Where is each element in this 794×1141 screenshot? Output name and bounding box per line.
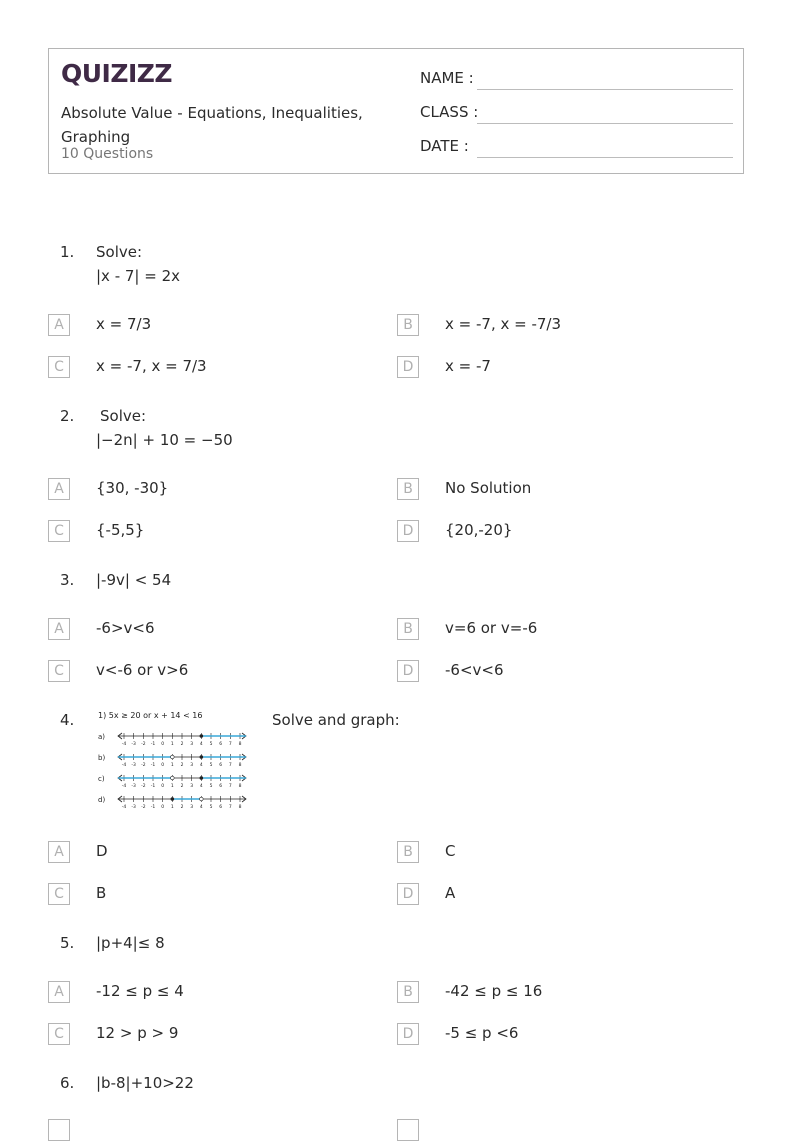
graph-problem: 1) 5x ≥ 20 or x + 14 < 16 — [98, 711, 203, 720]
option-a-text[interactable]: D — [96, 842, 108, 860]
graph-row-label: a) — [98, 733, 106, 741]
option-c-box[interactable]: C — [48, 883, 70, 905]
tick-label: 6 — [219, 805, 223, 810]
tick-label: 3 — [190, 742, 194, 747]
tick-label: -4 — [121, 763, 127, 768]
option-d-text[interactable]: -6<v<6 — [445, 661, 504, 679]
question-count: 10 Questions — [61, 146, 154, 162]
tick-label: 7 — [228, 805, 232, 810]
endpoint-dot — [171, 776, 175, 780]
question-number: 6. — [60, 1074, 75, 1092]
option-b-box[interactable]: B — [397, 478, 419, 500]
question-number: 4. — [60, 711, 75, 729]
tick-label: 0 — [161, 805, 165, 810]
question-text: |p+4|≤ 8 — [96, 934, 165, 952]
question-text: |−2n| + 10 = −50 — [96, 431, 233, 449]
tick-label: 4 — [199, 805, 203, 810]
tick-label: 6 — [219, 763, 223, 768]
quizizz-logo: QUIZIZZ — [61, 59, 173, 88]
tick-label: 8 — [238, 805, 242, 810]
tick-label: 4 — [199, 763, 203, 768]
tick-label: 0 — [161, 784, 165, 789]
tick-label: 7 — [228, 742, 232, 747]
question-number: 5. — [60, 934, 75, 952]
tick-label: -1 — [150, 784, 156, 789]
tick-label: 2 — [180, 805, 184, 810]
question-number: 2. — [60, 407, 75, 425]
date-field[interactable] — [477, 157, 733, 158]
tick-label: 2 — [180, 784, 184, 789]
tick-label: 8 — [238, 784, 242, 789]
question-text: |b-8|+10>22 — [96, 1074, 194, 1092]
question-number: 1. — [60, 243, 75, 261]
option-a-box[interactable]: A — [48, 981, 70, 1003]
tick-label: -3 — [131, 763, 136, 768]
tick-label: -2 — [141, 805, 146, 810]
class-field[interactable] — [477, 123, 733, 124]
option-a-text[interactable]: -6>v<6 — [96, 619, 155, 637]
tick-label: -2 — [141, 763, 146, 768]
option-b-text[interactable]: No Solution — [445, 479, 532, 497]
option-a-box[interactable]: A — [48, 314, 70, 336]
option-c-box[interactable]: C — [48, 660, 70, 682]
tick-label: -2 — [141, 742, 146, 747]
tick-label: 2 — [180, 742, 184, 747]
option-a-box-partial[interactable] — [48, 1119, 70, 1141]
option-c-text[interactable]: 12 > p > 9 — [96, 1024, 179, 1042]
tick-label: 4 — [199, 784, 203, 789]
endpoint-dot — [200, 734, 204, 738]
option-a-text[interactable]: {30, -30} — [96, 479, 169, 497]
endpoint-dot — [200, 755, 204, 759]
option-a-box[interactable]: A — [48, 618, 70, 640]
option-d-text[interactable]: A — [445, 884, 456, 902]
tick-label: 7 — [228, 763, 232, 768]
tick-label: -4 — [121, 784, 127, 789]
tick-label: 1 — [170, 742, 174, 747]
question-text: Solve: — [100, 407, 147, 425]
option-b-text[interactable]: C — [445, 842, 456, 860]
graph-row-label: d) — [98, 796, 106, 804]
option-c-box[interactable]: C — [48, 356, 70, 378]
tick-label: 2 — [180, 763, 184, 768]
option-d-text[interactable]: x = -7 — [445, 357, 491, 375]
tick-label: -4 — [121, 742, 127, 747]
option-d-box[interactable]: D — [397, 660, 419, 682]
tick-label: 1 — [170, 784, 174, 789]
option-b-box[interactable]: B — [397, 981, 419, 1003]
worksheet-title: Absolute Value - Equations, Inequalities, Graphing — [61, 104, 363, 146]
option-d-box[interactable]: D — [397, 520, 419, 542]
tick-label: 4 — [199, 742, 203, 747]
tick-label: -3 — [131, 805, 136, 810]
option-b-box[interactable]: B — [397, 841, 419, 863]
graph-row-label: b) — [98, 754, 106, 762]
option-c-text[interactable]: {-5,5} — [96, 521, 145, 539]
option-c-text[interactable]: B — [96, 884, 107, 902]
tick-label: 7 — [228, 784, 232, 789]
tick-label: 1 — [170, 805, 174, 810]
tick-label: -1 — [150, 805, 156, 810]
option-c-text[interactable]: v<-6 or v>6 — [96, 661, 189, 679]
number-line-graph — [96, 708, 252, 812]
tick-label: 8 — [238, 742, 242, 747]
question-text: Solve: — [96, 243, 143, 261]
option-a-box[interactable]: A — [48, 478, 70, 500]
option-b-text[interactable]: -42 ≤ p ≤ 16 — [445, 982, 543, 1000]
graph-row-label: c) — [98, 775, 105, 783]
option-b-box[interactable]: B — [397, 618, 419, 640]
option-b-box[interactable]: B — [397, 314, 419, 336]
tick-label: 6 — [219, 784, 223, 789]
class-label: CLASS : — [420, 103, 479, 121]
worksheet-header — [48, 48, 744, 174]
tick-label: 0 — [161, 742, 165, 747]
tick-label: -1 — [150, 763, 156, 768]
question-number: 3. — [60, 571, 75, 589]
question-text: |-9v| < 54 — [96, 571, 172, 589]
tick-label: 5 — [209, 763, 213, 768]
option-c-box[interactable]: C — [48, 1023, 70, 1045]
option-a-text[interactable]: x = 7/3 — [96, 315, 152, 333]
option-b-text[interactable]: x = -7, x = -7/3 — [445, 315, 562, 333]
endpoint-dot — [171, 755, 175, 759]
option-d-box[interactable]: D — [397, 1023, 419, 1045]
endpoint-dot — [200, 776, 204, 780]
tick-label: 1 — [170, 763, 174, 768]
tick-label: 5 — [209, 784, 213, 789]
tick-label: 8 — [238, 763, 242, 768]
option-c-box[interactable]: C — [48, 520, 70, 542]
option-d-text[interactable]: {20,-20} — [445, 521, 513, 539]
question-text: Solve and graph: — [272, 711, 400, 729]
name-label: NAME : — [420, 69, 474, 87]
option-a-box[interactable]: A — [48, 841, 70, 863]
tick-label: -2 — [141, 784, 146, 789]
date-label: DATE : — [420, 137, 469, 155]
tick-label: 5 — [209, 805, 213, 810]
option-a-text[interactable]: -12 ≤ p ≤ 4 — [96, 982, 184, 1000]
tick-label: 5 — [209, 742, 213, 747]
option-b-text[interactable]: v=6 or v=-6 — [445, 619, 538, 637]
question-text: |x - 7| = 2x — [96, 267, 181, 285]
option-d-box[interactable]: D — [397, 883, 419, 905]
endpoint-dot — [200, 797, 204, 801]
tick-label: 3 — [190, 763, 194, 768]
name-field[interactable] — [477, 89, 733, 90]
tick-label: -3 — [131, 742, 136, 747]
tick-label: -3 — [131, 784, 136, 789]
tick-label: 6 — [219, 742, 223, 747]
tick-label: 3 — [190, 805, 194, 810]
option-c-text[interactable]: x = -7, x = 7/3 — [96, 357, 207, 375]
tick-label: -1 — [150, 742, 156, 747]
tick-label: 3 — [190, 784, 194, 789]
option-d-text[interactable]: -5 ≤ p <6 — [445, 1024, 519, 1042]
tick-label: -4 — [121, 805, 127, 810]
option-d-box[interactable]: D — [397, 356, 419, 378]
endpoint-dot — [171, 797, 175, 801]
option-b-box-partial[interactable] — [397, 1119, 419, 1141]
tick-label: 0 — [161, 763, 165, 768]
